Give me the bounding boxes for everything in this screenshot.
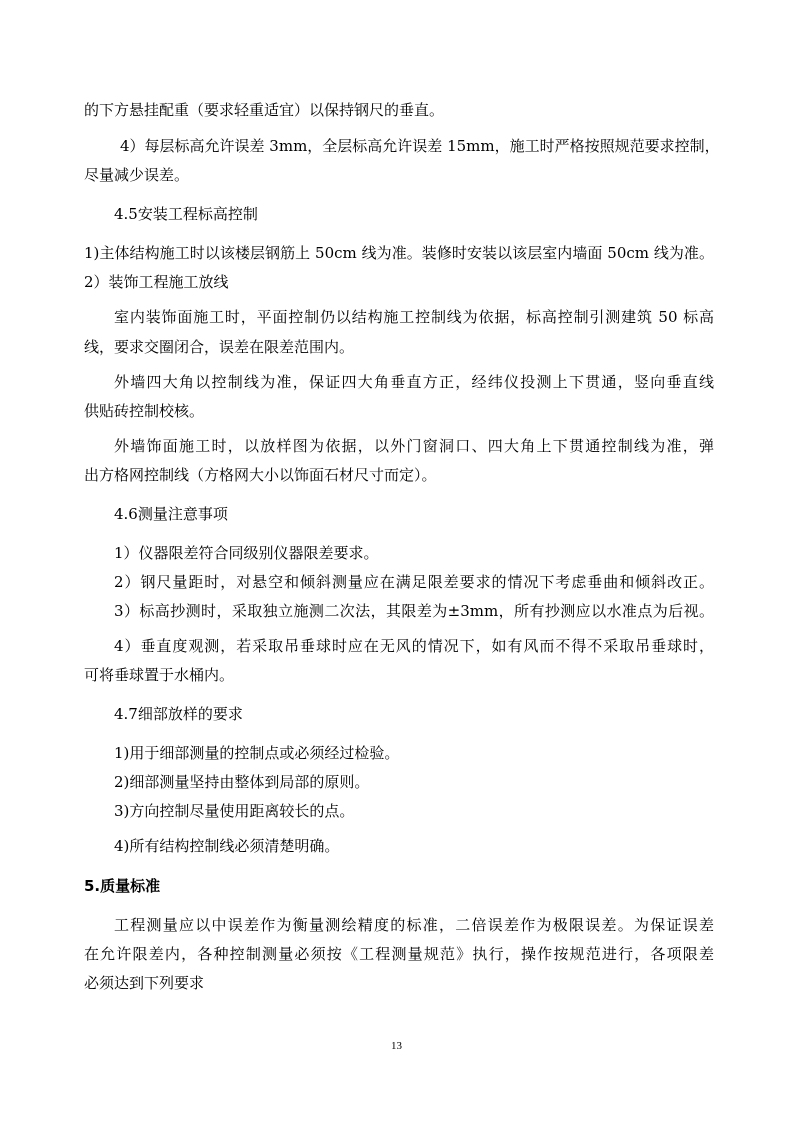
text-line: 3）标高抄测时，采取独立施测二次法，其限差为±3mm，所有抄测应以水准点为后视。: [114, 602, 714, 620]
section-heading: 4.7细部放样的要求: [114, 705, 243, 723]
text-line: 尽量减少误差。: [84, 166, 190, 184]
text-line: 出方格网控制线（方格网大小以饰面石材尺寸而定）。: [84, 466, 437, 484]
text-line: 3)方向控制尽量使用距离较长的点。: [114, 802, 355, 820]
text-line: 外墙四大角以控制线为准，保证四大角垂直方正，经纬仪投测上下贯通，竖向垂直线: [114, 373, 714, 391]
chapter-heading: 5.质量标准: [84, 877, 161, 895]
page-number: 13: [391, 1040, 402, 1052]
text-line: 4)所有结构控制线必须清楚明确。: [114, 837, 340, 855]
text-line: 供贴砖控制校核。: [84, 402, 205, 420]
text-line: 工程测量应以中误差作为衡量测绘精度的标准，二倍误差作为极限误差。为保证误差: [114, 916, 714, 934]
text-line: 的下方悬挂配重（要求轻重适宜）以保持钢尺的垂直。: [84, 101, 445, 119]
text-line: 在允许限差内，各种控制测量必须按《工程测量规范》执行，操作按规范进行，各项限差: [84, 945, 714, 963]
text-line: 外墙饰面施工时，以放样图为依据，以外门窗洞口、四大角上下贯通控制线为准，弹: [114, 437, 714, 455]
text-line: 2)细部测量坚持由整体到局部的原则。: [114, 773, 370, 791]
text-line: 必须达到下列要求: [84, 974, 205, 992]
text-line: 2）装饰工程施工放线: [84, 273, 229, 291]
text-line: 1)主体结构施工时以该楼层钢筋上 50cm 线为准。装修时安装以该层室内墙面 50cm 线为准。: [84, 244, 714, 262]
text-line: 可将垂球置于水桶内。: [84, 666, 235, 684]
text-line: 室内装饰面施工时，平面控制仍以结构施工控制线为依据，标高控制引测建筑 50 标高: [114, 308, 714, 326]
text-line: 4）垂直度观测，若采取吊垂球时应在无风的情况下，如有风而不得不采取吊垂球时，: [114, 637, 714, 655]
text-line: 2）钢尺量距时，对悬空和倾斜测量应在满足限差要求的情况下考虑垂曲和倾斜改正。: [114, 573, 714, 591]
text-line: 线，要求交圈闭合，误差在限差范围内。: [84, 338, 355, 356]
section-heading: 4.5安装工程标高控制: [114, 205, 258, 223]
text-line: 1）仪器限差符合同级别仪器限差要求。: [114, 544, 379, 562]
text-line: 1)用于细部测量的控制点或必须经过检验。: [114, 744, 400, 762]
text-line: 4）每层标高允许误差 3mm，全层标高允许误差 15mm，施工时严格按照规范要求控制，: [120, 137, 720, 155]
section-heading: 4.6测量注意事项: [114, 505, 228, 523]
